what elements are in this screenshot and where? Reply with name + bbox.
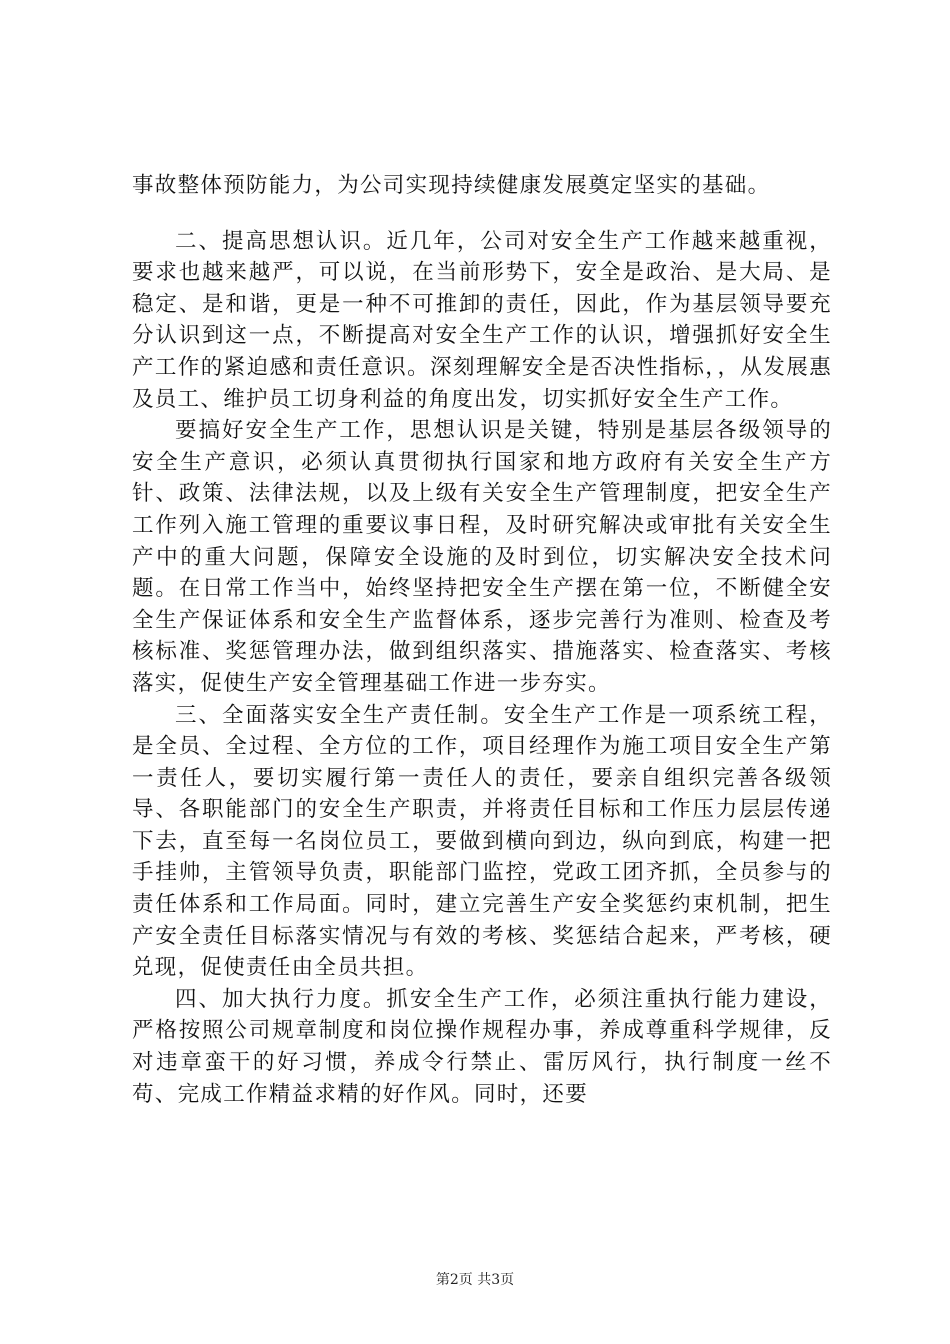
- paragraph-section-four: 四、加大执行力度。抓安全生产工作，必须注重执行能力建设，严格按照公司规章制度和岗位操作规程办事，养成尊重科学规律，反对违章蛮干的好习惯，养成令行禁止、雷厉风行，执行制度一丝不苟、完成工作精益求精的好作风。同时，还要: [132, 986, 832, 1107]
- paragraph-section-three: 三、全面落实安全生产责任制。安全生产工作是一项系统工程，是全员、全过程、全方位的工作，项目经理作为施工项目安全生产第一责任人，要切实履行第一责任人的责任，要亲自组织完善各级领导、各职能部门的安全生产职责，并将责任目标和工作压力层层传递下去，直至每一名岗位员工，要做到横向到边，纵向到底，构建一把手挂帅，主管领导负责，职能部门监控，党政工团齐抓，全员参与的责任体系和工作局面。同时，建立完善生产安全奖惩约束机制，把生产安全责任目标落实情况与有效的考核、奖惩结合起来，严考核，硬兑现，促使责任由全员共担。: [132, 702, 832, 981]
- paragraph-section-two: 二、提高思想认识。近几年，公司对安全生产工作越来越重视，要求也越来越严，可以说，在当前形势下，安全是政治、是大局、是稳定、是和谐，更是一种不可推卸的责任，因此，作为基层领导要充分认识到这一点，不断提高对安全生产工作的认识，增强抓好安全生产工作的紧迫感和责任意识。深刻理解安全是否决性指标，，从发展惠及员工、维护员工切身利益的角度出发，切实抓好安全生产工作。: [132, 228, 832, 412]
- paragraph-awareness: 要搞好安全生产工作，思想认识是关键，特别是基层各级领导的安全生产意识，必须认真贯彻执行国家和地方政府有关安全生产方针、政策、法律法规，以及上级有关安全生产管理制度，把安全生产工作列入施工管理的重要议事日程，及时研究解决或审批有关安全生产中的重大问题，保障安全设施的及时到位，切实解决安全技术问题。在日常工作当中，始终坚持把安全生产摆在第一位，不断健全安全生产保证体系和安全生产监督体系，逐步完善行为准则、检查及考核标准、奖惩管理办法，做到组织落实、措施落实、检查落实、考核落实，促使生产安全管理基础工作进一步夯实。: [132, 418, 832, 696]
- document-body: [132, 170, 832, 1110]
- page-number-footer: 第2页 共3页: [435, 1272, 515, 1288]
- paragraph-continuation: 事故整体预防能力，为公司实现持续健康发展奠定坚实的基础。: [132, 173, 771, 198]
